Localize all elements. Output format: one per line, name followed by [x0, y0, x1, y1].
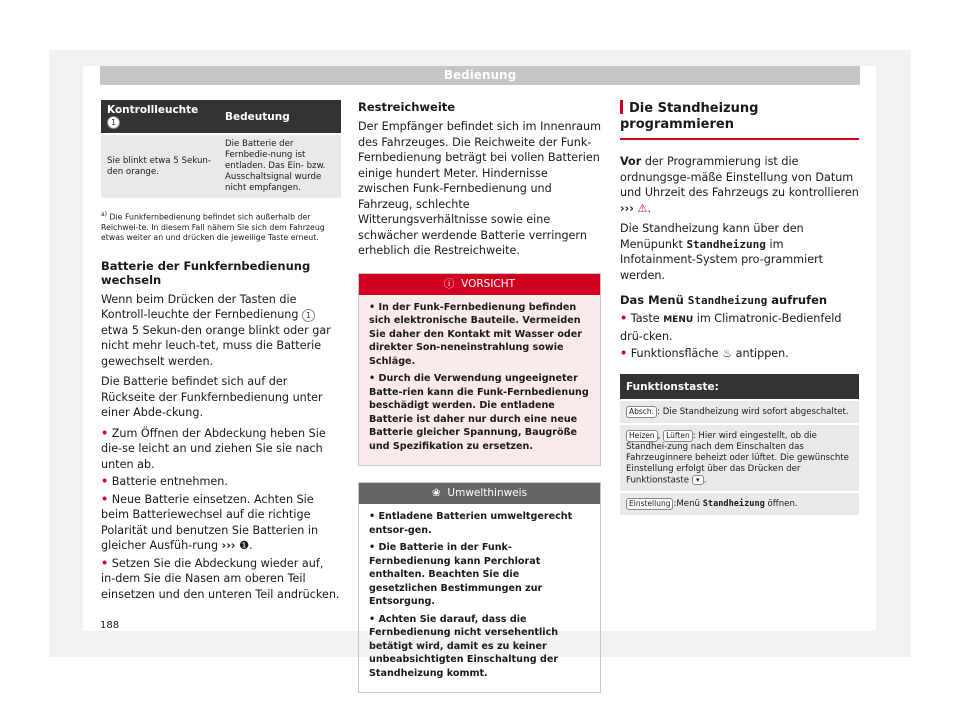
ventilate-button[interactable]: Lüften: [663, 430, 693, 442]
list-item: • Neue Batterie einsetzen. Achten Sie beim Batteriewechsel auf die richtige Polarität und benutzen Sie Batterien in gleicher Ausfüh-rung ››› ❶.: [101, 492, 319, 553]
section-title: Die Standheizung programmieren: [620, 100, 859, 140]
table-header-indicator: Kontrollleuchte 1: [101, 100, 219, 134]
subheading: Das Menü Standheizung aufrufen: [620, 293, 828, 307]
paragraph: Wenn beim Drücken der Tasten die Kontroll-leuchte der Fernbedienung 1 etwa 5 Sekun-den orange blinkt oder gar nicht mehr leuch-tet, muss die Batterie gewechselt werden.: [101, 292, 331, 368]
function-key-table: [620, 374, 859, 516]
warning-body: [359, 295, 600, 466]
paragraph: Vor der Programmierung ist die ordnungsge-mäße Einstellung von Datum und Uhrzeit des Fahrzeugs zu kontrollieren ››› ⚠.: [620, 155, 859, 215]
column-right: [620, 100, 859, 515]
callout-number: 1: [107, 116, 120, 129]
list-item: • Zum Öffnen der Abdeckung heben Sie die-se leicht an und ziehen Sie sie nach unten ab.: [101, 426, 326, 471]
off-button[interactable]: Absch.: [626, 406, 657, 418]
table-row: Absch. : Die Standheizung wird sofort abgeschaltet.: [620, 399, 859, 423]
cross-reference-link[interactable]: ›››: [620, 201, 634, 215]
list-item: • Entladene Batterien umweltgerecht entsor-gen.: [369, 511, 573, 536]
section-header: Bedienung: [100, 66, 860, 85]
table-cell: Die Batterie der Fernbedie-nung ist entladen. Das Ein- bzw. Ausschaltsignal wurde nicht empfangen.: [219, 134, 341, 198]
table-row: Heizen , Lüften : Hier wird eingestellt, ob die Standhei-zung nach dem Einschalten das Fahrzeuginnere beheizt oder lüftet. Die gewünschte Einstellung erfolgt über das Drücken der Funktionstaste ▾ .: [620, 423, 859, 492]
list-item: • Funktionsfläche ♨ antippen.: [620, 347, 789, 360]
list-item: • Setzen Sie die Abdeckung wieder auf, in-dem Sie die Nasen am oberen Teil einsetzen und den unteren Teil andrücken.: [101, 556, 340, 601]
warning-icon: ⓘ: [443, 277, 455, 290]
page-number: 188: [100, 620, 120, 631]
table-header-meaning: Bedeutung: [219, 100, 341, 134]
chevron-down-icon[interactable]: ▾: [692, 475, 704, 485]
section-heading: Batterie der Funkfernbedienung wechseln: [101, 258, 311, 287]
list-item: • Durch die Verwendung ungeeigneter Batte-rien kann die Funk-Fernbedienung beschädigt werden. Die entladene Batterie ist daher nur durch eine neue Batterie gleicher Spannung, Baugröße und Spezifikation zu ersetzen.: [369, 373, 589, 452]
settings-button[interactable]: Einstellung: [626, 498, 673, 510]
heat-button[interactable]: Heizen: [626, 430, 658, 442]
heater-icon: ♨: [722, 347, 733, 360]
leaf-icon: ❀: [431, 487, 441, 499]
warning-header: ⓘ VORSICHT: [359, 274, 600, 295]
list-item: • Batterie entnehmen.: [101, 475, 228, 489]
paragraph: Der Empfänger befindet sich im Innenraum des Fahrzeuges. Die Reichweite der Funk-Fernbedienung beträgt bei vollen Batterien einige hundert Meter. Hindernisse zwischen Funk-Fernbedienung und Fahrzeug, schlechte Witterungsverhältnisse sowie eine schwächer werdende Batterie verringern erheblich die Restreichweite.: [358, 120, 601, 257]
indicator-table: [101, 100, 341, 198]
cross-reference-link[interactable]: ›››: [221, 539, 236, 553]
environment-header: ❀ Umwelthinweis: [359, 483, 600, 504]
table-header: Funktionstaste:: [620, 374, 859, 399]
footnote: $^{a)}$ Die Funkfernbedienung befindet sich außerhalb der Reichwei-te. In diesem Fall nähern Sie sich dem Fahrzeug etwas weiter an und drücken die jeweilige Taste erneut.: [101, 211, 325, 242]
list-item: • Die Batterie in der Funk-Fernbedienung kann Perchlorat enthalten. Beachten Sie die gesetzlichen Bestimmungen zur Entsorgung.: [369, 542, 543, 607]
callout-number: 1: [302, 309, 315, 322]
warning-box: [358, 273, 601, 467]
list-item: • Taste MENU im Climatronic-Bedienfeld drü-cken.: [620, 312, 842, 343]
environment-body: [359, 504, 600, 692]
column-middle: [358, 100, 601, 693]
warning-symbol-icon: ❶: [239, 539, 250, 553]
paragraph: Die Batterie befindet sich auf der Rückseite der Funkfernbedienung unter einer Abde-ckung.: [101, 375, 323, 420]
section-heading: Restreichweite: [358, 100, 456, 114]
table-row: Einstellung :Menü Standheizung öffnen.: [620, 491, 859, 515]
table-row: [101, 134, 341, 198]
table-cell: Sie blinkt etwa 5 Sekun-den orange.: [101, 134, 219, 198]
list-item: • Achten Sie darauf, dass die Fernbedienung nicht versehentlich betätigt wird, damit es zu keiner unbeabsichtigten Einschaltung der Standheizung kommt.: [369, 613, 559, 679]
warning-triangle-icon: ⚠: [637, 201, 648, 215]
environment-note-box: [358, 482, 601, 693]
column-left: [101, 100, 341, 602]
list-item: • In der Funk-Fernbedienung befinden sich elektronische Bauteile. Vermeiden Sie daher den Kontakt mit Wasser oder direkter Son-neneinstrahlung sowie Schläge.: [369, 301, 583, 367]
paragraph: Die Standheizung kann über den Menüpunkt Standheizung im Infotainment-System pro-grammiert werden.: [620, 222, 824, 282]
menu-key-icon: MENU: [663, 315, 694, 325]
